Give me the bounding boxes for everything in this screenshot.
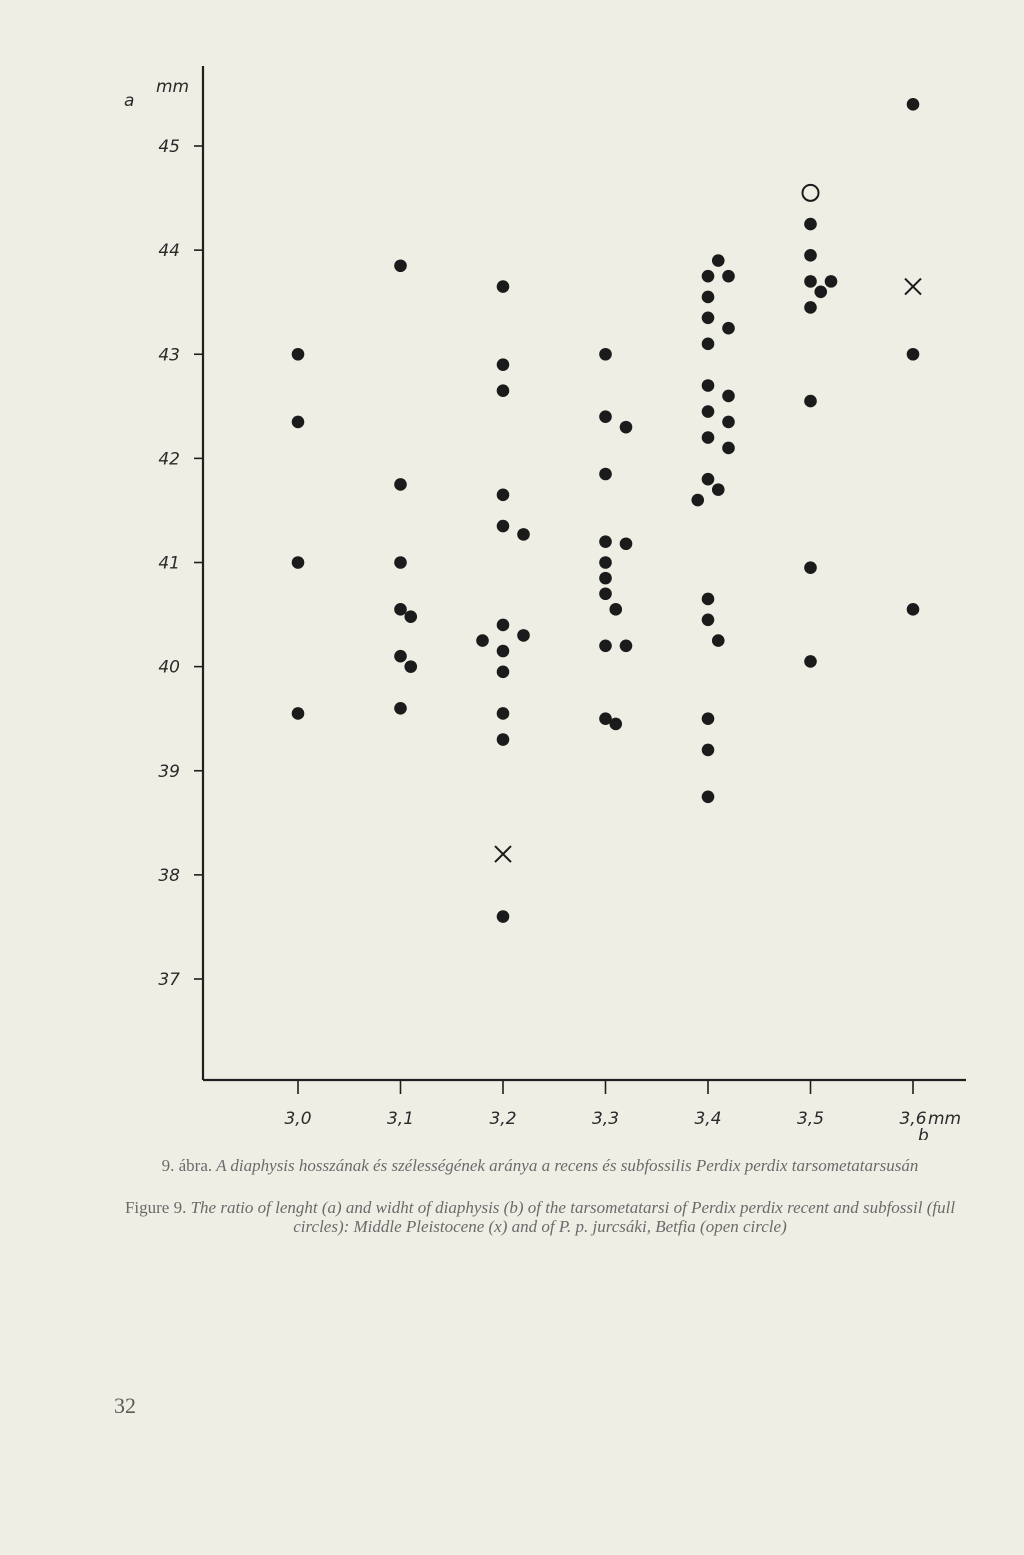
full-circle-point — [702, 431, 715, 444]
full-circle-point — [517, 528, 530, 541]
caption-hu-lead: 9. ábra. — [161, 1156, 213, 1175]
y-tick-label: 40 — [158, 657, 180, 678]
full-circle-point — [907, 603, 920, 616]
y-axis-unit: mm — [156, 77, 190, 97]
y-ticks — [158, 137, 203, 990]
full-circle-point — [691, 494, 704, 507]
full-circle-point — [599, 587, 612, 600]
full-circle-point — [825, 275, 838, 288]
full-circle-point — [292, 707, 305, 720]
full-circle-point — [722, 416, 735, 429]
full-circle-point — [702, 473, 715, 486]
y-tick-label: 44 — [158, 241, 180, 262]
full-circle-point — [712, 634, 725, 647]
full-circle-point — [394, 702, 407, 715]
full-circle-point — [609, 718, 622, 731]
full-circle-point — [702, 593, 715, 606]
caption-hungarian — [100, 1156, 980, 1175]
full-circle-point — [702, 790, 715, 803]
full-circle-point — [497, 358, 510, 371]
full-circle-point — [394, 259, 407, 272]
full-circle-point — [599, 556, 612, 569]
full-circle-point — [702, 405, 715, 418]
x-axis-unit: mm — [928, 1109, 962, 1129]
full-circle-point — [804, 655, 817, 668]
full-circle-point — [292, 416, 305, 429]
full-circle-point — [497, 733, 510, 746]
full-circle-point — [804, 275, 817, 288]
x-tick-label: 3,3 — [591, 1109, 620, 1129]
y-tick-label: 37 — [158, 970, 180, 990]
x-tick-label: 3,6 — [899, 1109, 927, 1129]
full-circle-point — [722, 270, 735, 283]
x-ticks — [284, 1080, 926, 1129]
full-circle-point — [599, 410, 612, 423]
full-circle-point — [394, 603, 407, 616]
y-tick-label: 43 — [158, 345, 180, 366]
full-circle-point — [907, 348, 920, 361]
full-circle-point — [497, 619, 510, 632]
full-circle-point — [404, 660, 417, 673]
full-circle-point — [394, 650, 407, 663]
data-points — [292, 98, 921, 923]
axes — [203, 66, 966, 1080]
full-circle-point — [599, 535, 612, 548]
full-circle-point — [814, 285, 827, 298]
caption-en-text: The ratio of lenght (a) and widht of diaphysis (b) of the tarsometatarsi of Perdix perdix recent and subfossil (full circles): Middle Pleistocene (x) and of P. p. jurcsáki, Betfia (open circle) — [190, 1198, 956, 1236]
y-tick-label: 45 — [158, 137, 180, 157]
y-tick-label: 41 — [158, 553, 180, 574]
full-circle-point — [497, 384, 510, 397]
full-circle-point — [620, 640, 633, 653]
full-circle-point — [722, 390, 735, 403]
full-circle-point — [497, 707, 510, 720]
x-axis-letter: b — [918, 1126, 929, 1140]
full-circle-point — [620, 537, 633, 550]
x-tick-label: 3,2 — [489, 1109, 517, 1129]
x-tick-label: 3,1 — [386, 1109, 415, 1129]
full-circle-point — [292, 556, 305, 569]
y-tick-label: 42 — [158, 449, 180, 470]
x-tick-label: 3,4 — [694, 1109, 722, 1129]
page-number: 32 — [114, 1393, 136, 1418]
full-circle-point — [394, 556, 407, 569]
full-circle-point — [292, 348, 305, 361]
full-circle-point — [702, 613, 715, 626]
full-circle-point — [517, 629, 530, 642]
caption-en-lead: Figure 9. — [124, 1198, 187, 1217]
x-tick-label: 3,0 — [284, 1109, 312, 1129]
x-marker-point — [495, 846, 511, 862]
full-circle-point — [804, 395, 817, 408]
full-circle-point — [620, 421, 633, 434]
full-circle-point — [497, 280, 510, 293]
full-circle-point — [497, 666, 510, 679]
full-circle-point — [907, 98, 920, 111]
y-tick-label: 38 — [158, 865, 180, 886]
y-axis-letter: a — [124, 91, 135, 111]
full-circle-point — [804, 561, 817, 574]
open-circle-point — [803, 185, 819, 201]
full-circle-point — [476, 634, 489, 647]
full-circle-point — [394, 478, 407, 491]
full-circle-point — [702, 270, 715, 283]
full-circle-point — [702, 744, 715, 757]
caption-english — [100, 1198, 980, 1236]
full-circle-point — [599, 348, 612, 361]
full-circle-point — [702, 379, 715, 392]
full-circle-point — [609, 603, 622, 616]
full-circle-point — [497, 910, 510, 923]
full-circle-point — [599, 640, 612, 653]
full-circle-point — [599, 468, 612, 481]
full-circle-point — [804, 218, 817, 231]
full-circle-point — [702, 312, 715, 325]
full-circle-point — [722, 442, 735, 455]
full-circle-point — [804, 249, 817, 262]
full-circle-point — [712, 483, 725, 496]
full-circle-point — [712, 254, 725, 267]
full-circle-point — [497, 520, 510, 533]
full-circle-point — [497, 489, 510, 502]
x-tick-label: 3,5 — [796, 1109, 825, 1129]
full-circle-point — [497, 645, 510, 658]
full-circle-point — [599, 572, 612, 585]
full-circle-point — [404, 610, 417, 623]
full-circle-point — [804, 301, 817, 314]
x-marker-point — [905, 279, 921, 295]
full-circle-point — [702, 291, 715, 304]
y-tick-label: 39 — [158, 761, 180, 782]
full-circle-point — [702, 712, 715, 725]
full-circle-point — [722, 322, 735, 335]
full-circle-point — [702, 338, 715, 351]
caption-hu-text: A diaphysis hosszának és szélességének aránya a recens és subfossilis Perdix perdix tarsometatarsusán — [216, 1156, 919, 1175]
